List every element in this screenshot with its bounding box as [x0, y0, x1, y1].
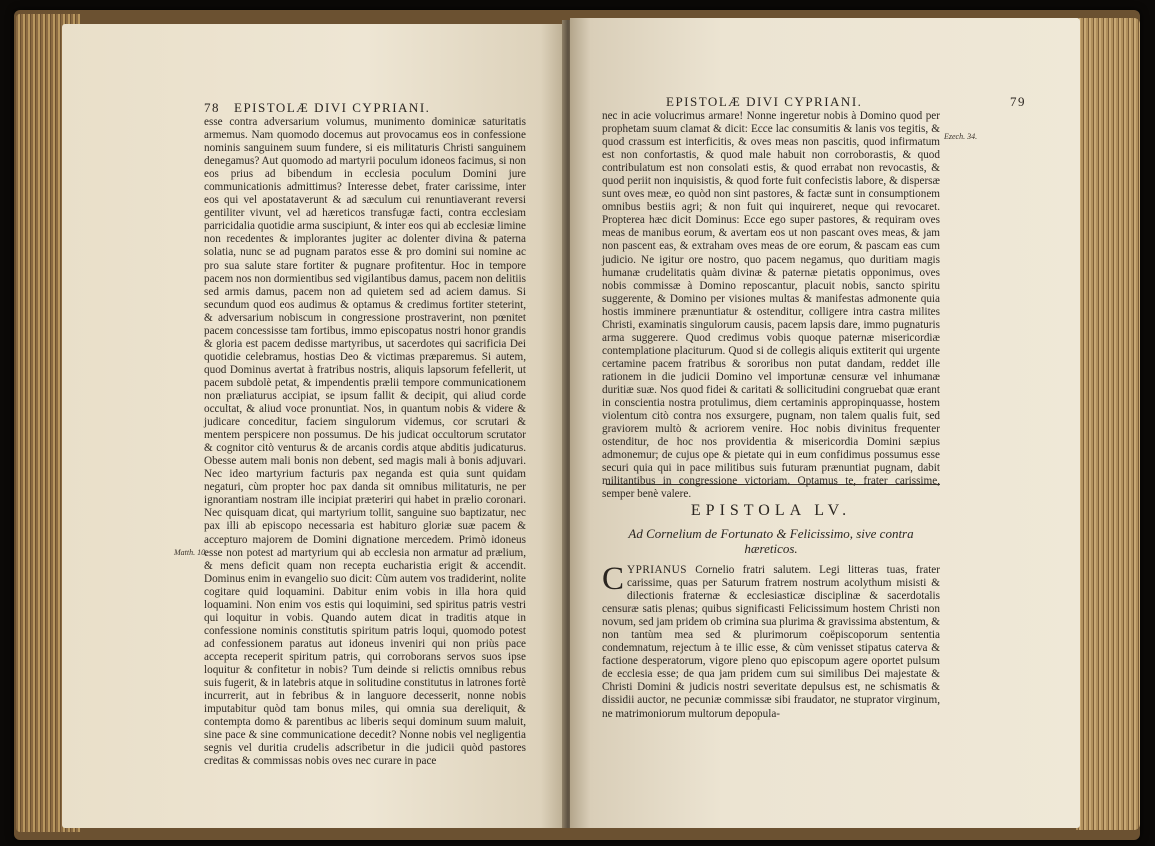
right-body-text: [602, 110, 940, 501]
left-running-title: EPISTOLÆ DIVI CYPRIANI.: [234, 100, 431, 115]
left-running-head: [204, 100, 504, 116]
left-paragraph: esse contra adversarium volumus, munimento dominicæ saturitatis armemus. Nam quomodo docemus aut provocamus eos in confessione nominis sanguinem suum fundere, si eis militaturis Christi sanguinem denegamus? Aut quomodo ad martyrii poculum idoneos facimus, si non eos prius ad bibendum in ecclesia poculum Domini jure communicationis admittimus? Interesse debet, frater carissime, inter eos qui vel apostataverunt & ad sæculum cui renuntiaverant reversi gentiliter vivunt, vel ad hæreticos transfugæ facti, contra ecclesiam parricidalia quotidie arma suscipiunt, & inter eos qui ab ecclesiæ limine non recedentes & implorantes jugiter ac dolenter divina & paterna solatia, nunc se ad pugnam paratos esse & pro domini sui nomine ac pro sua salute stare fortiter & pugnare profitentur. Hoc in tempore pacem nos non dormientibus sed vigilantibus damus, pacem non delitiis sed armis damus, pacem non ad quietem sed ad aciem damus. Si secundum quod eos audimus & optamus & credimus fortiter steterint, & adversarium nobiscum in congressione prostraverint, non pœnitet pacem concessisse tam fortibus, immo episcopatus nostri honor grandis & gloria est pacem dedisse martyribus, ut sacerdotes qui sacrificia Dei quotidie celebramus, hostias Deo & victimas præparemus. Si autem, quod Dominus avertat à fratribus nostris, aliquis lapsorum fefellerit, ut pacem subdolè petat, & impendentis prælii tempore communicationem non præliaturus accipiat, se ipsum fallit & decipit, qui aliud corde occultat, & aliud voce pronuntiat. Nos, in quantum nobis & videre & judicare conceditur, faciem singulorum videmus, cor scrutari & mentem perspicere non possumus. De his judicat occultorum scrutator & cognitor citò venturus & de arcanis cordis atque abditis judicaturus. Obesse autem mali bonis non debent, sed magis mali à bonis adjuvari. Nec ideo martyrium facturis pax neganda est quia sunt quidam negaturi, cùm propter hoc pax danda sit omnibus militaturis, ne per ignorantiam nostram ille incipiat præteriri qui habet in prælio coronari. Nec quisquam dicat, qui martyrium tollit, sanguine suo baptizatur, nec pax illi ab episcopo necessaria est habituro gloriæ suæ pacem & accepturo majorem de Domini dignatione mercedem. Primò idoneus esse non potest ad martyrium qui ab ecclesia non armatur ad prælium, & mens deficit quam non recepta eucharistia erigit & accendit. Dominus enim in evangelio suo dicit: Cùm autem vos tradiderint, nolite cogitare quid loquamini. Dabitur enim vobis in illa hora quid loquamini. Non enim vos estis qui loquimini, sed spiritus patris vestri qui loquitur in vobis. Quando autem dicat in traditis atque in confessione nominis constitutis spiritum patris loqui, quomodo potest ad confessionem paratus aut idoneus inveniri qui non priùs pace accepta receperit spiritum patris, qui corroborans servos suos ipse loquitur & confitetur in nobis? Tum deinde si relictis omnibus rebus suis fugerit, & in latebris atque in solitudine constitutus in latrones fortè incurrerit, aut in febribus & in languore decesserit, nonne nobis imputabitur quòd tam bonus miles, qui omnia sua dereliquit, & contempta domo & parentibus ac liberis sequi dominum suum maluit, sine pace & sine communicatione decedit? Nonne nobis vel negligentia segnis vel duritia crudelis adscribetur in die judicii quòd pastores creditas & commissas nobis oves nec curare in pace: [204, 116, 526, 768]
epistola-subtitle: Ad Cornelium de Fortunato & Felicissimo, sive contra hæreticos.: [628, 526, 914, 556]
epistola-title: EPISTOLA LV.: [690, 502, 852, 519]
right-page-edges: [1076, 18, 1140, 830]
right-running-head: [666, 94, 1026, 110]
right-running-title: EPISTOLÆ DIVI CYPRIANI.: [666, 94, 863, 109]
epistola-body: [602, 561, 940, 721]
epistola-body-text: Cornelio fratri salutem. Legi litteras tuas, frater carissime, quas per Saturum fratrem nostrum acolythum misisti & dilectionis fraternæ & ecclesiasticæ disciplinæ & sacerdotalis censuræ satis plenas; quibus significasti Felicissimum hostem Christi non novum, sed jam pridem ob crimina sua plurima & gravissima abstentum, & non tantùm mea sed & plurimorum coëpiscoporum sententia condemnatum, rejectum à te illic esse, & cùm venisset stipatus caterva & factione desperatorum, vigore pleno quo episcopum agere oportet pulsum de ecclesia esse; de qua jam pridem cum sui similibus Dei majestate & Christi Domini & judicis nostri severitate depulsus est, ne schismatis & dissidii auctor, ne pecuniæ commissæ sibi fraudator, ne stuprator virginum, ne matrimoniorum multorum depopula-: [602, 564, 940, 720]
right-paragraph: nec in acie volucrimus armare! Nonne ingeretur nobis à Domino quod per prophetam suum clamat & dicit: Ecce lac consumitis & lanis vos tegitis, & quod crassum est interficitis, & oves meas non pascitis, quod infirmatum est non confortastis, & quod male habuit non corroborastis, & quod contribulatum est non consolati estis, & quod errabat non revocastis, & quod periit non inquisistis, & quod forte fuit confecistis labore, & dispersæ sunt oves meæ, eo quòd non sint pastores, & factæ sunt in consumptionem omnibus bestiis agri; & non fuit qui inquireret, neque qui revocaret. Propterea hæc dicit Dominus: Ecce ego super pastores, & requiram oves meas de manibus eorum, & avertam eos ut non pascant oves meas, & jam non pascent eas, & extraham oves meas de ore eorum, & pascam eas cum judicio. Ne igitur ore nostro, quo pacem negamus, quo duritiam magis humanæ crudelitatis quàm divinæ & paternæ pietatis opponimus, oves nobis commissæ à Domino reposcantur, placuit nobis, sancto spiritu suggerente, & Domino per visiones multas & manifestas admonente quia hostis imminere prænuntiatur & ostenditur, colligere intra castra milites Christi, examinatis singulorum causis, pacem lapsis dare, immo pugnaturis arma suggerere. Quod credimus vobis quoque paternæ misericordiæ contemplatione placiturum. Quod si de collegis aliquis extiterit qui urgente certamine pacem fratribus & sororibus non putat dandam, reddet ille rationem in die judicii Domino vel importunæ censuræ vel inhumanæ duritiæ suæ. Nos quod fidei & caritati & sollicitudini congruebat quæ erant in conscientia nostra protulimus, diem certaminis appropinquasse, hostem violentum citò contra nos exsurgere, pugnam, non talem qualis fuit, sed graviorem multò & acriorem venire. Hoc nobis divinitus frequenter ostenditur, de hoc nos providentia & misericordia Domini sæpius admonemur; de cujus ope & pietate qui in eum confidimus possumus esse securi quia qui in pace militibus suis futuram prænuntiat pugnam, dabit militantibus in congressione victoriam. Optamus te, frater carissime, semper benè valere.: [602, 110, 940, 501]
left-page-number: 78: [204, 100, 220, 115]
drop-capital: C: [602, 561, 625, 597]
opening-word: YPRIANUS: [627, 564, 687, 576]
right-page-number: 79: [1010, 94, 1026, 109]
left-page: [62, 24, 566, 828]
left-body-text: [204, 116, 526, 768]
left-margin-note: Matth. 10.: [174, 548, 208, 557]
right-margin-note: Ezech. 34.: [944, 132, 978, 141]
right-page: [570, 18, 1080, 828]
section-divider: [606, 484, 940, 485]
